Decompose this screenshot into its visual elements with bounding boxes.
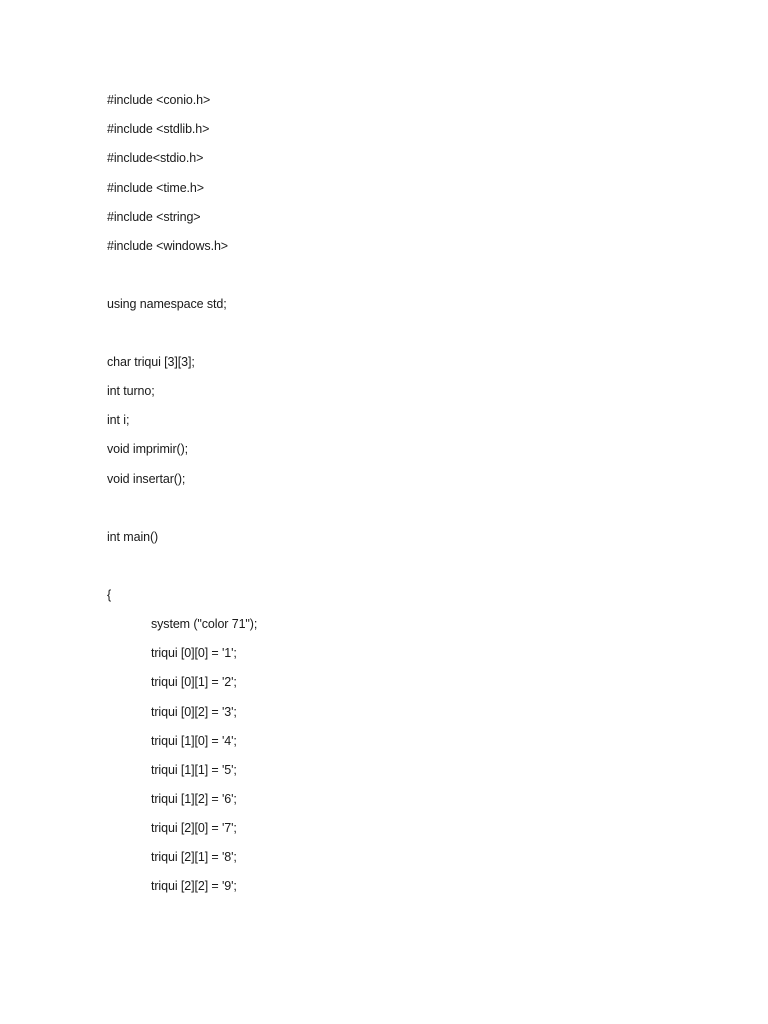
code-line-declare-turno: int turno; bbox=[107, 384, 155, 398]
code-line-declare-i: int i; bbox=[107, 413, 130, 427]
code-line-assign-00: triqui [0][0] = '1'; bbox=[151, 646, 237, 660]
code-line-assign-22: triqui [2][2] = '9'; bbox=[151, 879, 237, 893]
code-line-assign-20: triqui [2][0] = '7'; bbox=[151, 821, 237, 835]
code-line-declare-triqui: char triqui [3][3]; bbox=[107, 355, 195, 369]
code-line-open-brace: { bbox=[107, 588, 112, 602]
code-line-assign-12: triqui [1][2] = '6'; bbox=[151, 792, 237, 806]
code-line-assign-02: triqui [0][2] = '3'; bbox=[151, 705, 237, 719]
code-line-include-time: #include <time.h> bbox=[107, 181, 204, 195]
code-line-main-signature: int main() bbox=[107, 530, 159, 544]
code-line-proto-insertar: void insertar(); bbox=[107, 472, 186, 486]
code-line-include-string: #include <string> bbox=[107, 210, 201, 224]
code-line-assign-21: triqui [2][1] = '8'; bbox=[151, 850, 237, 864]
code-line-using-namespace: using namespace std; bbox=[107, 297, 227, 311]
code-line-proto-imprimir: void imprimir(); bbox=[107, 442, 189, 456]
code-line-system-color: system ("color 71"); bbox=[151, 617, 258, 631]
code-line-assign-10: triqui [1][0] = '4'; bbox=[151, 734, 237, 748]
code-line-assign-11: triqui [1][1] = '5'; bbox=[151, 763, 237, 777]
code-line-assign-01: triqui [0][1] = '2'; bbox=[151, 675, 237, 689]
code-line-include-conio: #include <conio.h> bbox=[107, 93, 211, 107]
code-line-include-stdlib: #include <stdlib.h> bbox=[107, 122, 210, 136]
code-line-include-stdio: #include<stdio.h> bbox=[107, 151, 204, 165]
code-line-include-windows: #include <windows.h> bbox=[107, 239, 228, 253]
